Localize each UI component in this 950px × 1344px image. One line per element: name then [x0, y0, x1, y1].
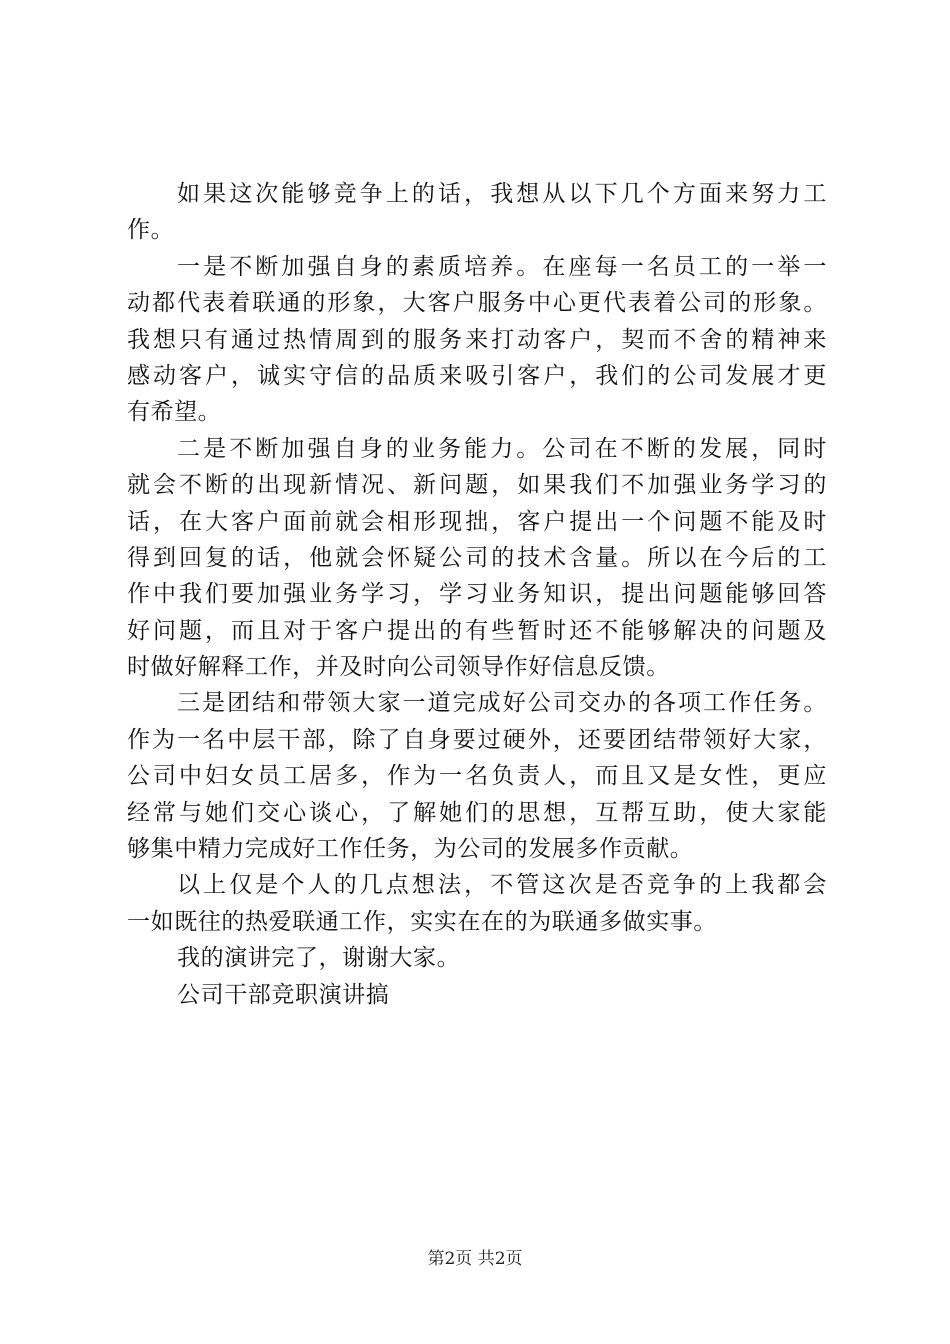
paragraph-line: 好问题，而且对于客户提出的有些暂时还不能够解决的问题及: [127, 617, 827, 644]
page-footer: 第2页 共2页: [427, 1249, 523, 1269]
paragraph-line: 作。: [127, 217, 175, 244]
paragraph-line: 作为一名中层干部，除了自身要过硬外，还要团结带领好大家，: [127, 726, 827, 753]
paragraph-line: 动都代表着联通的形象，大客户服务中心更代表着公司的形象。: [127, 290, 827, 317]
paragraph-line: 够集中精力完成好工作任务，为公司的发展多作贡献。: [127, 836, 694, 863]
paragraph-line: 作中我们要加强业务学习，学习业务知识，提出问题能够回答: [127, 581, 827, 608]
paragraph-line: 我想只有通过热情周到的服务来打动客户，契而不舍的精神来: [127, 326, 827, 353]
paragraph-line: 时做好解释工作，并及时向公司领导作好信息反馈。: [127, 654, 670, 681]
paragraph-line: 经常与她们交心谈心，了解她们的思想，互帮互助，使大家能: [127, 799, 827, 826]
paragraph-line: 有希望。: [127, 399, 222, 426]
paragraph-line: 三是团结和带领大家一道完成好公司交办的各项工作任务。: [177, 690, 827, 717]
paragraph-line: 得到回复的话，他就会怀疑公司的技术含量。所以在今后的工: [127, 544, 827, 571]
paragraph-line: 感动客户，诚实守信的品质来吸引客户，我们的公司发展才更: [127, 362, 827, 389]
paragraph-line: 话，在大客户面前就会相形现拙，客户提出一个问题不能及时: [127, 508, 827, 535]
paragraph-line: 一是不断加强自身的素质培养。在座每一名员工的一举一: [177, 253, 827, 280]
document-body: [127, 176, 827, 1013]
paragraph-line: 二是不断加强自身的业务能力。公司在不断的发展，同时: [177, 435, 827, 462]
paragraph-line: 公司中妇女员工居多，作为一名负责人，而且又是女性，更应: [127, 763, 827, 790]
paragraph-line: 公司干部竞职演讲搞: [177, 981, 390, 1008]
paragraph-line: 如果这次能够竞争上的话，我想从以下几个方面来努力工: [177, 181, 827, 207]
paragraph-line: 一如既往的热爱联通工作，实实在在的为联通多做实事。: [127, 908, 717, 935]
paragraph-line: 我的演讲完了，谢谢大家。: [177, 945, 461, 972]
paragraph-line: 以上仅是个人的几点想法，不管这次是否竞争的上我都会: [177, 872, 827, 899]
paragraph-line: 就会不断的出现新情况、新问题，如果我们不加强业务学习的: [127, 472, 827, 499]
